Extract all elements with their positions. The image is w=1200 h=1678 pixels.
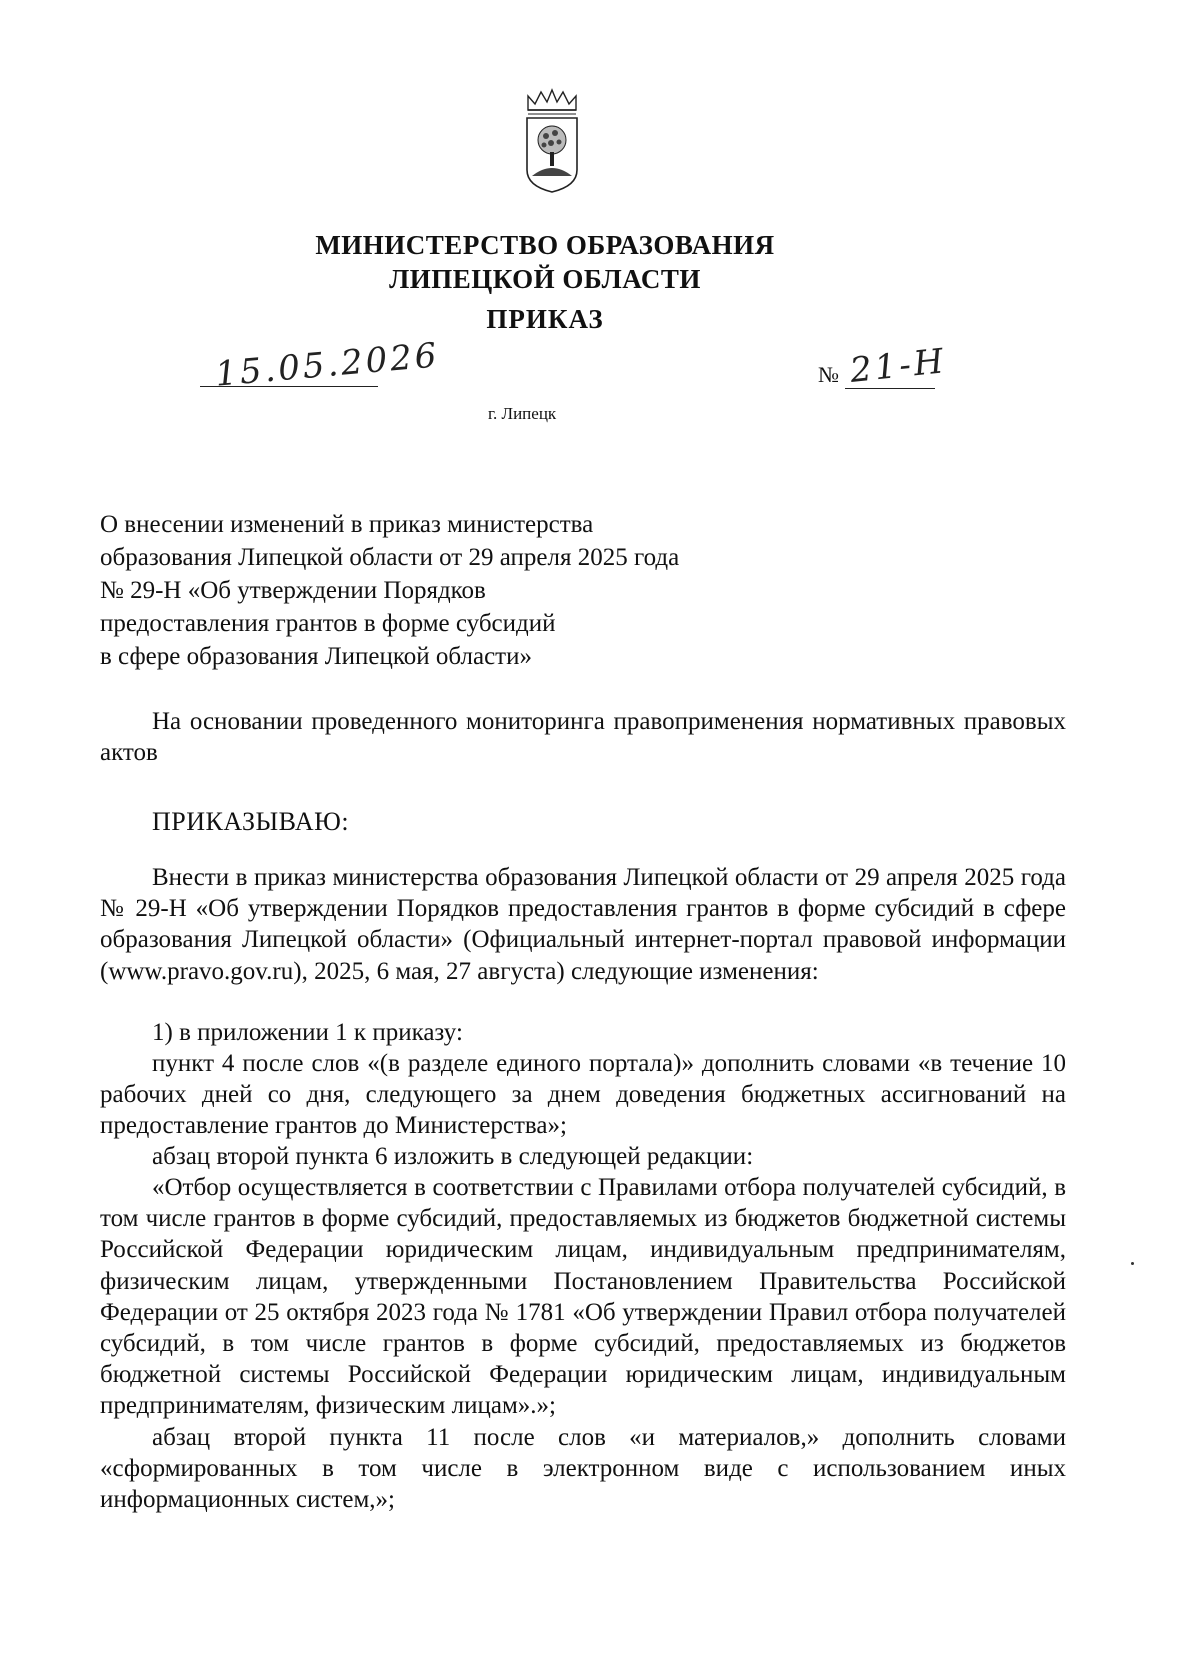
title-line: № 29-Н «Об утверждении Порядков bbox=[100, 577, 486, 604]
title-line: образования Липецкой области от 29 апреля 2025 года bbox=[100, 544, 680, 571]
title-line: в сфере образования Липецкой области» bbox=[100, 643, 532, 670]
title-line: О внесении изменений в приказ министерства bbox=[100, 511, 594, 538]
coat-of-arms-emblem bbox=[522, 88, 582, 196]
handwritten-number: 21-Н bbox=[848, 341, 949, 391]
intro-paragraph: Внести в приказ министерства образования Липецкой области от 29 апреля 2025 года № 29-Н «Об утверждении Порядков предоставления грантов в форме субсидий в сфере образования Липецкой области» (Официальный интернет-портал правовой информации (www.pravo.gov.ru), 2025, 6 мая, 27 августа) следующие изменения: bbox=[100, 864, 1066, 985]
item11-paragraph: абзац второй пункта 11 после слов «и материалов,» дополнить словами «сформированных в том числе в электронном виде с использованием иных информационных систем,»; bbox=[100, 1424, 1066, 1514]
item4-paragraph: пункт 4 после слов «(в разделе единого портала)» дополнить словами «в течение 10 рабочих дней со дня, следующего за днем доведения бюджетных ассигнований на предоставление грантов до Министерства»; bbox=[100, 1050, 1066, 1140]
basis-paragraph: На основании проведенного мониторинга правоприменения нормативных правовых актов bbox=[100, 708, 1066, 767]
document-title bbox=[100, 508, 679, 673]
handwritten-date: 15.05.2026 bbox=[213, 335, 441, 395]
item6-paragraph: абзац второй пункта 6 изложить в следующей редакции: bbox=[152, 1143, 754, 1170]
number-underline bbox=[845, 388, 935, 389]
order-word: ПРИКАЗЫВАЮ: bbox=[152, 807, 350, 836]
scan-speck bbox=[1131, 1262, 1134, 1265]
appendix-item: 1) в приложении 1 к приказу: bbox=[152, 1019, 463, 1046]
ministry-name-line2: ЛИПЕЦКОЙ ОБЛАСТИ bbox=[389, 264, 701, 294]
number-sign: № bbox=[818, 362, 839, 387]
title-line: предоставления грантов в форме субсидий bbox=[100, 610, 556, 637]
date-underline bbox=[200, 386, 378, 387]
city: г. Липецк bbox=[488, 404, 557, 423]
ministry-name-line1: МИНИСТЕРСТВО ОБРАЗОВАНИЯ bbox=[315, 230, 775, 260]
item6-quote-paragraph: «Отбор осуществляется в соответствии с Правилами отбора получателей субсидий, в том числе грантов в форме субсидий, предоставляемых из бюджетов бюджетной системы Российской Федерации юридическим лицам, индивидуальным предпринимателям, физическим лицам, утвержденными Постановлением Правительства Российской Федерации от 25 октября 2023 года № 1781 «Об утверждении Правил отбора получателей субсидий, в том числе грантов в форме субсидий, предоставляемых из бюджетов бюджетной системы Российской Федерации юридическим лицам, индивидуальным предпринимателям, физическим лицам».»; bbox=[100, 1174, 1066, 1420]
document-type: ПРИКАЗ bbox=[486, 304, 604, 334]
